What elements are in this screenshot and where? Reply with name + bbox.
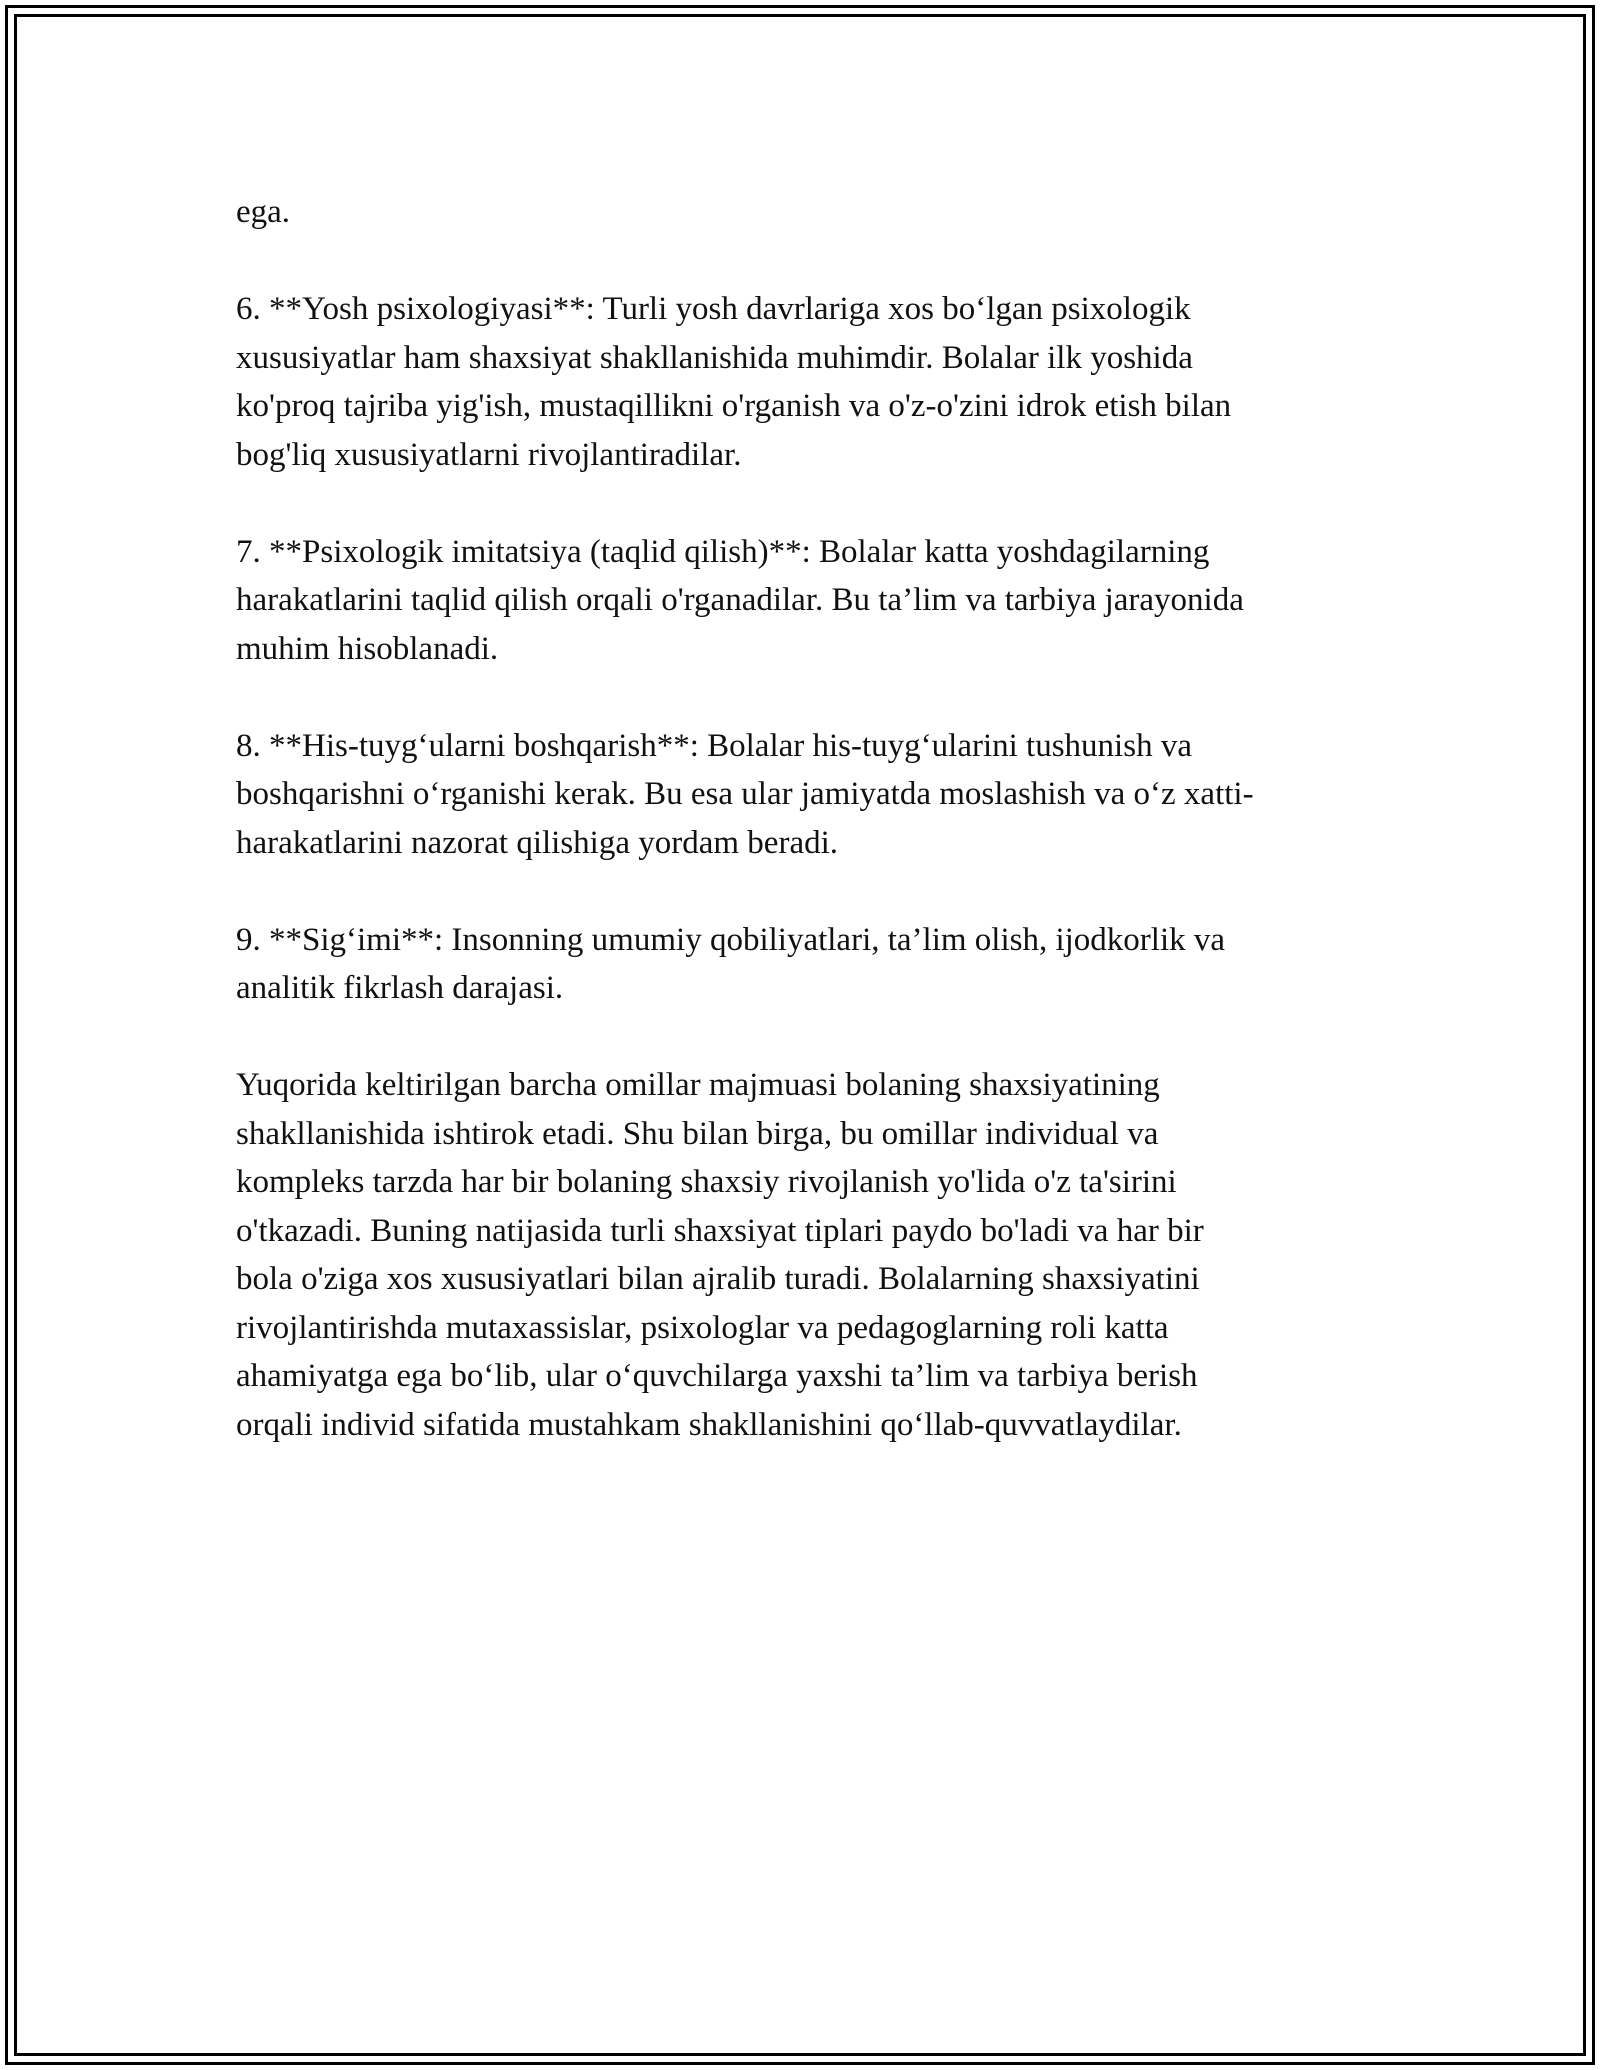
text-line: harakatlarini taqlid qilish orqali o'rganadilar. Bu ta’lim va tarbiya jarayonida — [236, 582, 1244, 618]
text-line: 7. **Psixologik imitatsiya (taqlid qilish)**: Bolalar katta yoshdagilarning — [236, 533, 1210, 570]
text-line: orqali individ sifatida mustahkam shakllanishini qo‘llab-quvvatlaydilar. — [236, 1406, 1182, 1443]
paragraph-conclusion — [236, 1061, 1386, 1449]
text-line: harakatlarini nazorat qilishiga yordam beradi. — [236, 824, 839, 861]
text-line: ko'proq tajriba yig'ish, mustaqillikni o'rganish va o'z-o'zini idrok etish bilan — [236, 388, 1232, 424]
paragraph-item-9 — [236, 916, 1386, 1013]
paragraph-item-7 — [236, 528, 1386, 674]
text-line: xususiyatlar ham shaxsiyat shakllanishida muhimdir. Bolalar ilk yoshida — [236, 339, 1193, 376]
text-line: analitik fikrlash darajasi. — [236, 970, 564, 1006]
text-line: bog'liq xususiyatlarni rivojlantiradilar. — [236, 436, 742, 473]
text-line: shakllanishida ishtirok etadi. Shu bilan birga, bu omillar individual va — [236, 1115, 1159, 1152]
text-line: bola o'ziga xos xususiyatlari bilan ajralib turadi. Bolalarning shaxsiyatini — [236, 1261, 1200, 1297]
paragraph-continuation — [236, 188, 1386, 237]
text-line: 9. **Sig‘imi**: Insonning umumiy qobiliyatlari, ta’lim olish, ijodkorlik va — [236, 921, 1226, 958]
document-body — [236, 188, 1386, 1498]
paragraph-item-6 — [236, 285, 1386, 479]
text-line: 8. **His-tuyg‘ularni boshqarish**: Bolalar his-tuyg‘ularini tushunish va — [236, 727, 1192, 764]
text-line: kompleks tarzda har bir bolaning shaxsiy rivojlanish yo'lida o'z ta'sirini — [236, 1164, 1177, 1200]
text-line: ahamiyatga ega bo‘lib, ular o‘quvchilarga yaxshi ta’lim va tarbiya berish — [236, 1358, 1198, 1394]
text-line: muhim hisoblanadi. — [236, 630, 499, 667]
text-line: boshqarishni o‘rganishi kerak. Bu esa ular jamiyatda moslashish va o‘z xatti- — [236, 776, 1254, 812]
text-line: o'tkazadi. Buning natijasida turli shaxsiyat tiplari paydo bo'ladi va har bir — [236, 1212, 1204, 1249]
paragraph-item-8 — [236, 722, 1386, 868]
text-line: Yuqorida keltirilgan barcha omillar majmuasi bolaning shaxsiyatining — [236, 1067, 1160, 1103]
text-line: rivojlantirishda mutaxassislar, psixologlar va pedagoglarning roli katta — [236, 1309, 1169, 1346]
text-line: 6. **Yosh psixologiyasi**: Turli yosh davrlariga xos bo‘lgan psixologik — [236, 291, 1191, 327]
text-line: ega. — [236, 194, 291, 230]
